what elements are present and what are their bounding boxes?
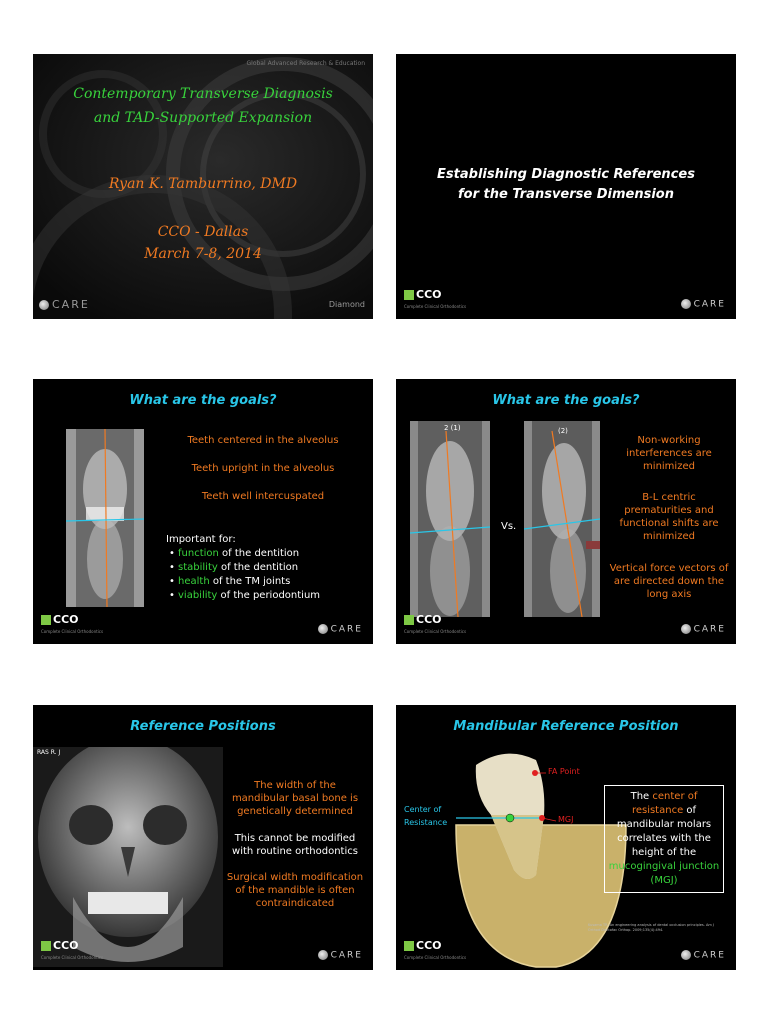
cco-logo: CCO Complete Clinical Orthodontics xyxy=(404,613,467,634)
goal-item: Teeth well intercuspated xyxy=(201,491,325,502)
important-for-heading: Important for: xyxy=(166,534,236,545)
slide-title: Reference Positions xyxy=(130,719,276,734)
care-logo: CARE xyxy=(681,950,726,961)
slide-goals-2 xyxy=(396,379,736,644)
image-label: RAS R. J xyxy=(37,749,61,756)
center-of-resistance-label: Resistance xyxy=(404,818,448,827)
title-line-2: and TAD-Supported Expansion xyxy=(93,110,313,126)
corner-text: Global Advanced Research & Education xyxy=(246,60,365,67)
fa-point-label: FA Point xyxy=(548,767,580,776)
cco-logo-icon xyxy=(404,290,414,300)
cco-logo-icon xyxy=(404,941,414,951)
goal-item: Teeth upright in the alveolus xyxy=(191,463,335,474)
citation: Kusama TR. An engineering analysis of dental occlusion principles. Am J Orthod Dentofac Orthop. 2009;135(4):494. xyxy=(588,923,714,932)
presenter: Ryan K. Tamburrino, DMD xyxy=(108,176,298,192)
list-item: • viability of the periodontium xyxy=(178,589,320,603)
mgj-label: MGJ xyxy=(558,815,574,824)
cco-logo: CCO Complete Clinical Orthodontics xyxy=(404,939,467,960)
care-logo: CARE xyxy=(318,950,363,961)
cco-logo: CCO Complete Clinical Orthodontics xyxy=(404,288,467,309)
cco-logo: CCO Complete Clinical Orthodontics xyxy=(41,939,104,960)
care-logo-icon xyxy=(39,300,49,310)
slide-goals-1 xyxy=(33,379,373,644)
care-logo: CARE xyxy=(681,299,726,310)
care-logo-icon xyxy=(681,299,691,309)
care-logo: CARE xyxy=(318,624,363,635)
list-item: • function of the dentition xyxy=(178,547,320,561)
slide-reference-positions xyxy=(33,705,373,970)
scan-label-right: (2) xyxy=(558,427,568,435)
ct-scan-image xyxy=(66,429,144,607)
care-logo: CARE xyxy=(681,624,726,635)
reference-text: The width of the mandibular basal bone is genetically determined xyxy=(231,780,359,817)
title-line-1: Contemporary Transverse Diagnosis xyxy=(73,86,333,102)
diamond-logo: Diamond xyxy=(328,300,365,309)
important-for-list xyxy=(166,533,320,603)
slide-section-title xyxy=(396,54,736,319)
center-of-resistance-label: Center of xyxy=(404,805,442,814)
list-item: • health of the TM joints xyxy=(178,575,320,589)
cco-logo-icon xyxy=(41,941,51,951)
goal-point: Vertical force vectors of are directed down the long axis xyxy=(609,563,729,600)
skull-xray-image xyxy=(33,747,223,967)
vs-label: Vs. xyxy=(501,521,517,532)
cco-logo-icon xyxy=(41,615,51,625)
list-item: • stability of the dentition xyxy=(178,561,320,575)
date: March 7-8, 2014 xyxy=(144,246,262,262)
ct-scan-left xyxy=(410,421,490,617)
info-box: The center of resistance of mandibular molars correlates with the height of the mucogingival junction (MGJ) xyxy=(604,785,724,893)
slide-title: What are the goals? xyxy=(129,393,277,408)
reference-text: This cannot be modified with routine orthodontics xyxy=(232,833,358,857)
ct-scan-right xyxy=(524,421,600,617)
care-logo-icon xyxy=(681,624,691,634)
reference-text: Surgical width modification of the mandible is often contraindicated xyxy=(226,872,364,909)
care-logo-icon xyxy=(318,950,328,960)
event: CCO - Dallas xyxy=(157,224,249,240)
scan-label-left: 2 (1) xyxy=(444,424,461,432)
care-logo: CARE xyxy=(39,298,90,311)
care-logo-icon xyxy=(318,624,328,634)
goal-point: B-L centric prematurities and functional shifts are minimized xyxy=(619,492,719,542)
care-logo-icon xyxy=(681,950,691,960)
section-title-line-2: for the Transverse Dimension xyxy=(458,187,674,202)
slide-title: Mandibular Reference Position xyxy=(453,719,679,734)
slide-mandibular-reference xyxy=(396,705,736,970)
section-title-line-1: Establishing Diagnostic References xyxy=(437,167,695,182)
cco-logo-icon xyxy=(404,615,414,625)
slide-title xyxy=(33,54,373,319)
goal-point: Non-working interferences are minimized xyxy=(626,435,712,472)
slide-title: What are the goals? xyxy=(492,393,640,408)
cco-logo: CCO Complete Clinical Orthodontics xyxy=(41,613,104,634)
goal-item: Teeth centered in the alveolus xyxy=(187,435,339,446)
